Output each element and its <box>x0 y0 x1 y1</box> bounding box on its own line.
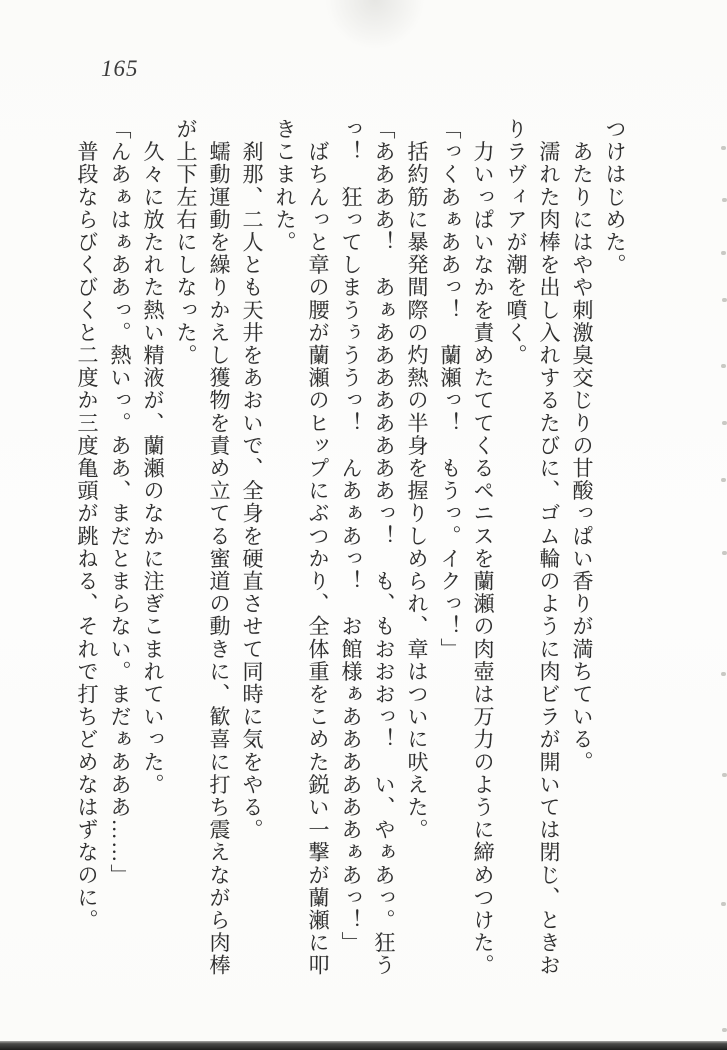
scan-edge-bottom <box>0 1041 727 1050</box>
paragraph: 括約筋に暴発間際の灼熱の半身を握りしめられ、章はついに吠えた。 <box>405 118 429 842</box>
paragraph: 久々に放たれた熱い精液が、蘭瀬のなかに注ぎこまれていった。 <box>141 118 165 796</box>
paragraph: つけはじめた。 <box>603 118 627 277</box>
scan-speck <box>722 198 727 202</box>
paragraph: 「ああああ！ あぁああああああああっ！ も、もおおおっ！ い、やぁあっ。狂うっ！ 狂ってしまうぅううっ！ んあぁあっ！ お館様ぁああああああぁあっ！」 <box>339 118 396 977</box>
paragraph: 刹那、二人とも天井をあおいで、全身を硬直させて同時に気をやる。 <box>240 118 264 842</box>
paragraph: 力いっぱいなかを責めたててくるペニスを蘭瀬の肉壺は万力のように締めつけた。 <box>471 118 495 977</box>
scan-speck <box>721 146 726 150</box>
paragraph: 普段ならびくびくと二度か三度亀頭が跳ねる、それで打ちどめなはずなのに。 <box>75 118 99 932</box>
scan-smudge-top <box>325 0 425 50</box>
paragraph: 「っくあぁああっ！ 蘭瀬っ！ もうっ。イクっ！」 <box>438 118 462 661</box>
paragraph: あたりにはやや刺激臭交じりの甘酸っぱい香りが満ちている。 <box>570 118 594 774</box>
scan-speck <box>721 251 726 255</box>
scan-speck <box>721 902 726 906</box>
scan-speck <box>722 773 727 777</box>
paragraph: ばちんっと章の腰が蘭瀬のヒップにぶつかり、全体重をこめた鋭い一撃が蘭瀬に叩きこまれた。 <box>273 118 330 977</box>
scan-speck <box>721 478 726 482</box>
scan-speck <box>721 364 726 368</box>
page-number: 165 <box>101 56 139 81</box>
scan-speck <box>722 298 727 302</box>
body-text <box>65 118 631 998</box>
paragraph: 「んあぁはぁああっ。熱いっ。ああ、まだとまらない。まだぁあああ……」 <box>108 118 132 887</box>
scan-speck <box>722 421 727 425</box>
scan-speck <box>721 672 726 676</box>
paragraph: 蠕動運動を繰りかえし獲物を責め立てる蜜道の動きに、歓喜に打ち震えながら肉棒が上下左右にしなった。 <box>174 118 231 977</box>
paragraph: 濡れた肉棒を出し入れするたびに、ゴム輪のように肉ビラが開いては閉じ、ときおりラヴィアが潮を噴く。 <box>504 118 561 977</box>
scan-speck <box>722 551 727 555</box>
scan-speck <box>722 1028 727 1032</box>
